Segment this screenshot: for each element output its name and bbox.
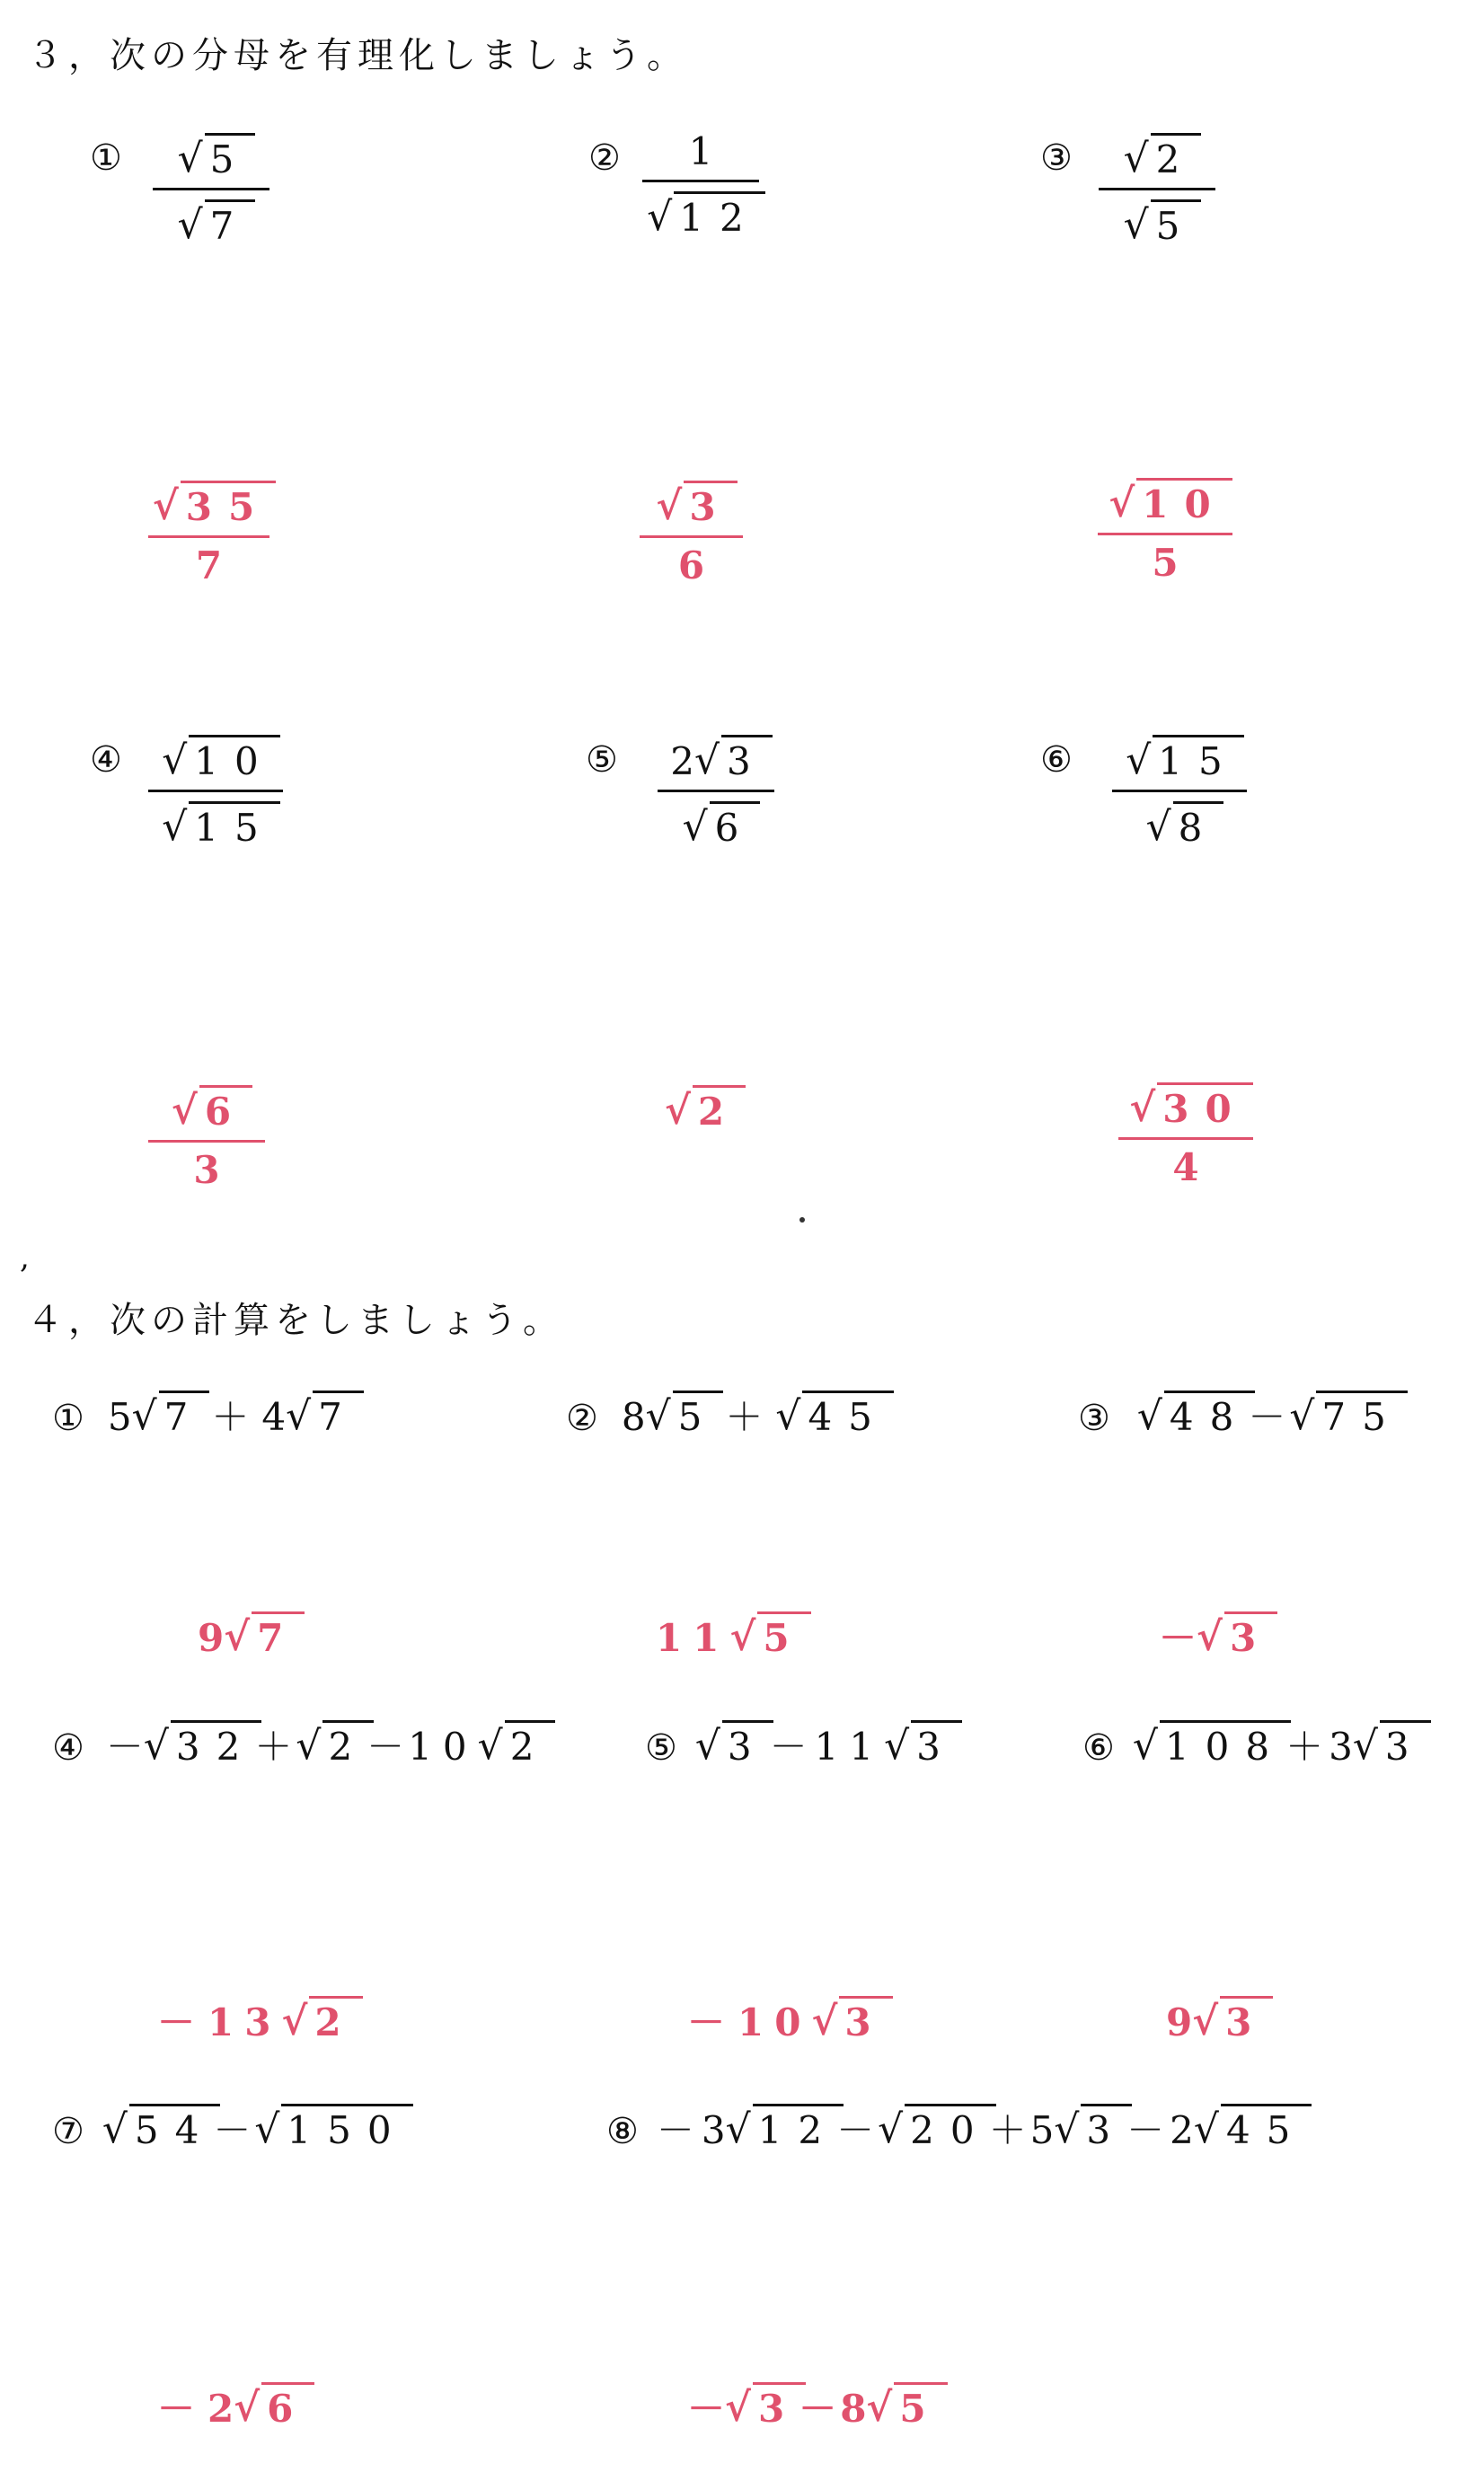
denominator: √ 15 xyxy=(162,801,269,847)
fraction-bar xyxy=(1099,188,1215,190)
problem-4-6: ⑥ √ 108 ＋ 3 √ 3 xyxy=(1082,1720,1420,1766)
answer-3-5: √ 2 xyxy=(665,1085,735,1131)
problem-4-2: ② 8 √ 5 ＋ √ 45 xyxy=(566,1390,883,1436)
section-4-title: ４，次の計算をしましょう。 xyxy=(27,1300,564,1341)
problem-4-5: ⑤ √ 3 － 11 √ 3 xyxy=(645,1720,951,1766)
answer-4-8: － √ 3 － 8 √ 5 xyxy=(687,2382,937,2428)
answer-4-4: － 13 √ 2 xyxy=(157,1996,352,2042)
stray-mark xyxy=(799,1217,805,1223)
answer-4-6: 9 √ 3 xyxy=(1166,1996,1262,2042)
fraction xyxy=(148,735,283,850)
numerator: 1 xyxy=(688,129,713,173)
fraction xyxy=(153,133,269,248)
answer-4-5: － 10 √ 3 xyxy=(687,1996,882,2042)
fraction-bar xyxy=(153,188,269,190)
answer-4-2: 11 √ 5 xyxy=(656,1611,800,1657)
problem-label: ⑥ xyxy=(1040,739,1073,781)
answer-3-2: √ 3 6 xyxy=(640,481,743,585)
answer-3-3: √ 10 5 xyxy=(1098,478,1232,582)
answer-4-3: － √ 3 xyxy=(1159,1611,1267,1657)
problem-label: ④ xyxy=(90,739,122,781)
numerator: √ 10 xyxy=(162,735,269,781)
problem-4-7: ⑦ √ 54 － √ 150 xyxy=(52,2104,402,2150)
fraction-bar xyxy=(148,790,283,792)
denominator: √ 8 xyxy=(1146,801,1214,847)
answer-4-1: 9 √ 7 xyxy=(198,1611,294,1657)
fraction xyxy=(642,129,760,240)
denominator: √ 5 xyxy=(1124,199,1191,245)
numerator: √ 2 xyxy=(1124,133,1191,179)
answer-3-1: √ 35 7 xyxy=(148,481,269,585)
problem-4-3: ③ √ 48 － √ 75 xyxy=(1078,1390,1397,1436)
denominator: √ 7 xyxy=(178,199,245,245)
fraction xyxy=(1112,735,1247,850)
problem-label: ⑤ xyxy=(586,739,618,781)
problem-label: ① xyxy=(90,137,122,179)
fraction-bar xyxy=(642,180,759,182)
problem-4-8: ⑧ － 3 √ 12 － √ 20 ＋ 5 √ 3 － 2 √ 45 xyxy=(606,2104,1301,2150)
fraction-bar xyxy=(1112,790,1247,792)
fraction xyxy=(658,735,774,850)
denominator: √ 6 xyxy=(683,801,750,847)
denominator: √ 12 xyxy=(647,191,755,237)
section-3-title: ３，次の分母を有理化しましょう。 xyxy=(27,35,688,76)
problem-label: ② xyxy=(588,137,621,179)
answer-3-6: √ 30 4 xyxy=(1118,1082,1253,1187)
fraction xyxy=(1099,133,1215,248)
stray-comma: , xyxy=(20,1240,30,1276)
answer-4-7: － 2 √ 6 xyxy=(157,2382,304,2428)
problem-label: ③ xyxy=(1040,137,1073,179)
numerator: √ 5 xyxy=(178,133,245,179)
answer-3-4: √ 6 3 xyxy=(148,1085,265,1189)
numerator: √ 15 xyxy=(1126,735,1233,781)
fraction-bar xyxy=(658,790,774,792)
numerator: 2 √ 3 xyxy=(670,735,762,781)
problem-4-4: ④ － √ 32 ＋ √ 2 － 10 √ 2 xyxy=(52,1720,544,1766)
problem-4-1: ① 5 √ 7 ＋ 4 √ 7 xyxy=(52,1390,353,1436)
